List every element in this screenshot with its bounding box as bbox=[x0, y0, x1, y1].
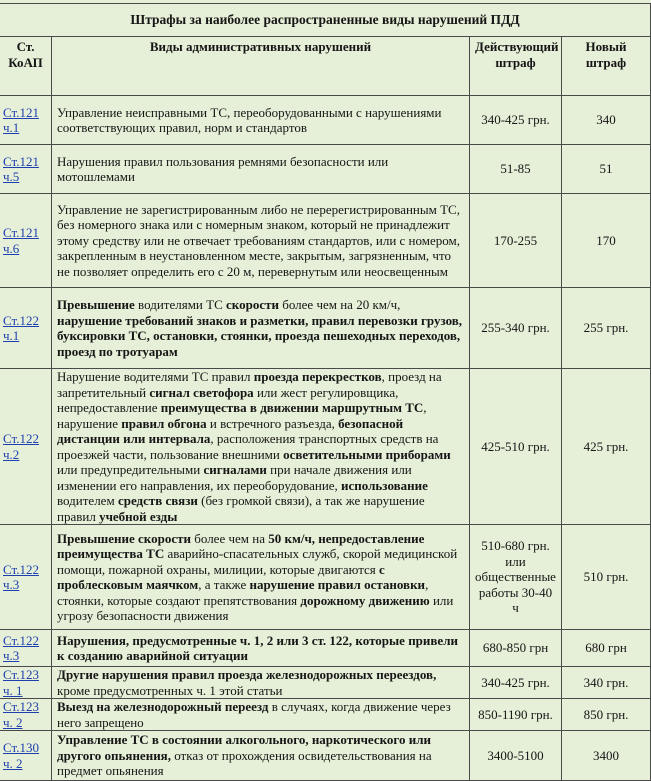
violation-text-bold: безопасной дистанции или интервала bbox=[57, 415, 404, 446]
current-fine-cell: 255-340 грн. bbox=[470, 288, 562, 369]
article-cell bbox=[0, 630, 52, 667]
violation-cell bbox=[52, 194, 470, 288]
violation-text-bold: сигналами bbox=[203, 462, 267, 477]
violation-text-bold: нарушение требований знаков и разметки, правил перевозки грузов, буксировки ТС, остановки, стоянки, проезда пешеходных переходов, проезд по тротуарам bbox=[57, 312, 463, 359]
new-fine-cell: 255 грн. bbox=[562, 288, 651, 369]
header-new-fine: Новый штраф bbox=[562, 37, 651, 96]
violation-text-bold: сигнал светофора bbox=[149, 384, 254, 400]
violation-text: в случаях, когда движение через него запрещено bbox=[57, 699, 451, 730]
violation-text-bold: нарушение правил остановки bbox=[249, 577, 426, 592]
article-link[interactable]: Ст.121 ч.6 bbox=[3, 225, 39, 256]
violation-text: водителем bbox=[57, 493, 118, 508]
new-fine-cell: 51 bbox=[562, 145, 651, 194]
article-cell bbox=[0, 731, 52, 781]
table-title: Штрафы за наиболее распространенные виды нарушений ПДД bbox=[0, 4, 651, 37]
article-cell bbox=[0, 194, 52, 288]
table-row bbox=[0, 667, 651, 699]
violation-text: и встречного разъезда, bbox=[206, 415, 339, 431]
new-fine-cell: 680 грн bbox=[562, 630, 651, 667]
article-link[interactable]: Ст.121 ч.5 bbox=[3, 153, 39, 184]
table-row bbox=[0, 145, 651, 194]
table-title-row bbox=[0, 4, 651, 37]
violation-text-bold: скорости bbox=[226, 297, 279, 312]
header-violation: Виды административных нарушений bbox=[52, 37, 470, 96]
violation-text: , расположения транспортных средств на проезжей части, пользование внешними bbox=[57, 431, 439, 462]
new-fine-cell: 850 грн. bbox=[562, 699, 651, 731]
table-row bbox=[0, 699, 651, 731]
violation-text: при начале движения или изменении его направления, их переоборудование, bbox=[57, 462, 412, 493]
violation-cell bbox=[52, 630, 470, 667]
current-fine-cell: 340-425 грн. bbox=[470, 96, 562, 145]
violation-text-bold: Выезд на железнодорожный переезд bbox=[57, 699, 269, 714]
article-link[interactable]: Ст.122 ч.3 bbox=[3, 632, 39, 663]
violation-text-bold: Нарушения, предусмотренные ч. 1, 2 или 3 ст. 122, которые привели к созданию аварийной ситуации bbox=[57, 632, 458, 663]
violation-text: более чем на bbox=[191, 530, 269, 546]
article-cell bbox=[0, 667, 52, 699]
violation-text: отказ от прохождения освидетельствования на предмет опьянения bbox=[57, 747, 432, 779]
violation-text-bold: Превышение скорости bbox=[57, 530, 191, 546]
violation-text: Нарушение водителями ТС правил bbox=[57, 369, 254, 384]
violation-text: , нарушение bbox=[57, 400, 427, 431]
new-fine-cell: 340 bbox=[562, 96, 651, 145]
violation-text-bold: 50 км/ч, непредоставление преимущества ТС bbox=[57, 530, 425, 561]
violation-text-bold: правил обгона bbox=[121, 415, 207, 431]
fines-table bbox=[0, 3, 651, 781]
article-link[interactable]: Ст.122 ч.1 bbox=[3, 312, 39, 343]
article-cell bbox=[0, 96, 52, 145]
header-current-fine: Действующий штраф bbox=[470, 37, 562, 96]
violation-text: Управление не зарегистрированным либо не перерегистрированным ТС, без номерного знака или с номерным знаком, который не принадлежит этому средству или не отвечает требованиям стандартов, или с номером, закрепленным в неустановленном месте, закрытым, загрязненным, что не позволяет определить его с 20 м, перевернутым или неосвещенным bbox=[57, 201, 460, 279]
article-cell bbox=[0, 288, 52, 369]
violation-text: более чем на 20 км/ч, bbox=[278, 297, 401, 312]
article-cell bbox=[0, 525, 52, 630]
violation-text: , стоянки, которые создают препятствования bbox=[57, 577, 429, 608]
violation-text-bold: Управление ТС в состоянии алкогольного, наркотического или другого опьянения, bbox=[57, 732, 432, 763]
article-link[interactable]: Ст.122 ч.3 bbox=[3, 561, 39, 592]
table-row bbox=[0, 96, 651, 145]
violation-text-bold: Превышение bbox=[57, 297, 135, 312]
violation-text: , а также bbox=[198, 577, 250, 592]
table-header-row bbox=[0, 37, 651, 96]
current-fine-cell: 3400-5100 bbox=[470, 731, 562, 781]
violation-text-bold: использование bbox=[341, 477, 428, 493]
table-row bbox=[0, 369, 651, 525]
violation-cell bbox=[52, 369, 470, 525]
current-fine-cell: 850-1190 грн. bbox=[470, 699, 562, 731]
article-link[interactable]: Ст.130 ч. 2 bbox=[3, 740, 39, 771]
header-article: Ст. КоАП bbox=[0, 37, 52, 96]
new-fine-cell: 425 грн. bbox=[562, 369, 651, 525]
current-fine-cell: 170-255 bbox=[470, 194, 562, 288]
violation-text: аварийно-спасательных служб, скорой медицинской помощи, пожарной охраны, милиции, которые двигаются bbox=[57, 546, 458, 577]
violation-text: Нарушения правил пользования ремнями безопасности или мотошлемами bbox=[57, 153, 389, 184]
article-cell bbox=[0, 145, 52, 194]
violation-text-bold: проезда перекрестков bbox=[253, 369, 382, 384]
violation-text-bold: Другие нарушения правил проезда железнодорожных переездов, bbox=[57, 667, 437, 682]
table-row bbox=[0, 288, 651, 369]
violation-text: кроме предусмотренных ч. 1 этой статьи bbox=[57, 682, 283, 698]
article-cell bbox=[0, 369, 52, 525]
new-fine-cell: 510 грн. bbox=[562, 525, 651, 630]
table-row bbox=[0, 525, 651, 630]
violation-text-bold: осветительными приборами bbox=[283, 446, 451, 462]
violation-text: Управление неисправными ТС, переоборудованными с нарушениями соответствующих правил, норм и стандартов bbox=[57, 104, 442, 135]
current-fine-cell: 340-425 грн. bbox=[470, 667, 562, 699]
violation-cell bbox=[52, 288, 470, 369]
current-fine-cell: 680-850 грн bbox=[470, 630, 562, 667]
current-fine-cell: 425-510 грн. bbox=[470, 369, 562, 525]
table-row bbox=[0, 194, 651, 288]
current-fine-cell: 510-680 грн. или общественные работы 30-40 ч bbox=[470, 525, 562, 630]
violation-text: или угрозу безопасности движения bbox=[57, 592, 454, 623]
violation-text: или жест регулировщика, непредоставление bbox=[57, 384, 399, 415]
article-link[interactable]: Ст.121 ч.1 bbox=[3, 104, 39, 135]
violation-cell bbox=[52, 667, 470, 699]
violation-cell bbox=[52, 96, 470, 145]
new-fine-cell: 3400 bbox=[562, 731, 651, 781]
article-link[interactable]: Ст.123 ч. 1 bbox=[3, 667, 39, 698]
violation-text: (без громкой связи), а так же нарушение правил bbox=[57, 493, 425, 524]
violation-cell bbox=[52, 731, 470, 781]
new-fine-cell: 170 bbox=[562, 194, 651, 288]
violation-text-bold: средств связи bbox=[117, 493, 198, 508]
violation-text-bold: учебной езды bbox=[99, 508, 178, 524]
current-fine-cell: 51-85 bbox=[470, 145, 562, 194]
article-cell bbox=[0, 699, 52, 731]
violation-cell bbox=[52, 699, 470, 731]
violation-text-bold: преимущества в движении маршрутным ТС bbox=[160, 400, 424, 415]
article-link[interactable]: Ст.122 ч.2 bbox=[3, 431, 39, 462]
violation-text: или предупредительными bbox=[57, 462, 204, 477]
article-link[interactable]: Ст.123 ч. 2 bbox=[3, 699, 39, 730]
violation-cell bbox=[52, 145, 470, 194]
violation-cell bbox=[52, 525, 470, 630]
violation-text-bold: с проблесковым маячком bbox=[57, 561, 385, 592]
table-row bbox=[0, 731, 651, 781]
table-row bbox=[0, 630, 651, 667]
violation-text: , проезд на запретительный bbox=[57, 369, 442, 400]
new-fine-cell: 340 грн. bbox=[562, 667, 651, 699]
violation-text: водителями ТС bbox=[134, 297, 226, 312]
violation-text-bold: дорожному движению bbox=[300, 592, 430, 608]
